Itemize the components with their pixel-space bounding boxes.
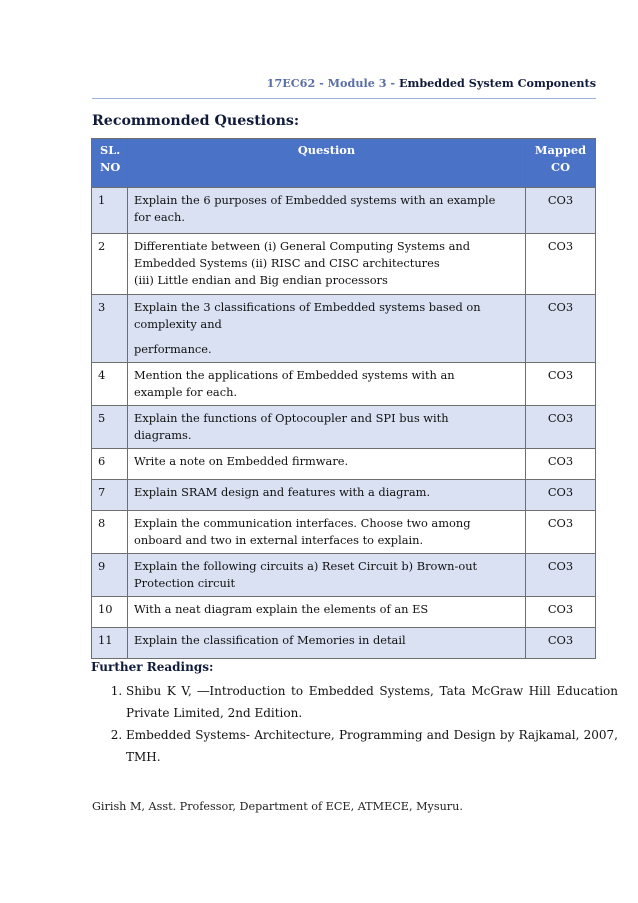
questions-table bbox=[91, 138, 596, 659]
cell-co: CO3 bbox=[526, 234, 596, 295]
table-row bbox=[92, 597, 596, 628]
cell-question: Explain the classification of Memories in detail bbox=[128, 628, 526, 659]
cell-sl: 4 bbox=[92, 363, 128, 406]
cell-question: With a neat diagram explain the elements of an ES bbox=[128, 597, 526, 628]
cell-co: CO3 bbox=[526, 406, 596, 449]
cell-question: Explain the communication interfaces. Choose two among onboard and two in external interfaces to explain. bbox=[128, 511, 526, 554]
cell-sl: 9 bbox=[92, 554, 128, 597]
cell-question: Explain SRAM design and features with a diagram. bbox=[128, 480, 526, 511]
module-topic: Embedded System Components bbox=[398, 76, 596, 90]
cell-sl: 6 bbox=[92, 449, 128, 480]
cell-co: CO3 bbox=[526, 554, 596, 597]
cell-sl: 1 bbox=[92, 188, 128, 234]
cell-co: CO3 bbox=[526, 449, 596, 480]
cell-question: Write a note on Embedded firmware. bbox=[128, 449, 526, 480]
cell-question: Mention the applications of Embedded systems with an example for each. bbox=[128, 363, 526, 406]
table-row bbox=[92, 363, 596, 406]
cell-sl: 11 bbox=[92, 628, 128, 659]
cell-question: Differentiate between (i) General Computing Systems and Embedded Systems (ii) RISC and CISC architectures (iii) Little endian and Big endian processors bbox=[128, 234, 526, 295]
table-header-row bbox=[92, 139, 596, 188]
further-readings-title: Further Readings: bbox=[91, 660, 214, 674]
table-row bbox=[92, 480, 596, 511]
module-label: Module 3 bbox=[327, 76, 387, 90]
cell-co: CO3 bbox=[526, 188, 596, 234]
list-item: 2. Embedded Systems- Architecture, Programming and Design by Rajkamal, 2007, TMH. bbox=[126, 724, 618, 768]
cell-sl: 10 bbox=[92, 597, 128, 628]
list-item: 1. Shibu K V, ―Introduction to Embedded Systems, Tata McGraw Hill Education Private Limited, 2nd Edition. bbox=[126, 680, 618, 724]
cell-co: CO3 bbox=[526, 597, 596, 628]
header-sl-no: SL. NO bbox=[92, 139, 128, 188]
table-row bbox=[92, 406, 596, 449]
header-separator: - bbox=[315, 76, 328, 90]
cell-sl: 2 bbox=[92, 234, 128, 295]
cell-co: CO3 bbox=[526, 628, 596, 659]
header-separator: - bbox=[386, 76, 399, 90]
table-row bbox=[92, 234, 596, 295]
cell-sl: 8 bbox=[92, 511, 128, 554]
cell-co: CO3 bbox=[526, 511, 596, 554]
cell-sl: 7 bbox=[92, 480, 128, 511]
table-row bbox=[92, 295, 596, 363]
section-title: Recommonded Questions: bbox=[92, 113, 300, 129]
header-mapped-co: Mapped CO bbox=[526, 139, 596, 188]
cell-question: Explain the functions of Optocoupler and SPI bus with diagrams. bbox=[128, 406, 526, 449]
table-row bbox=[92, 511, 596, 554]
cell-question: Explain the 6 purposes of Embedded systems with an example for each. bbox=[128, 188, 526, 234]
table-row bbox=[92, 554, 596, 597]
cell-sl: 5 bbox=[92, 406, 128, 449]
page-header bbox=[92, 74, 596, 99]
cell-co: CO3 bbox=[526, 363, 596, 406]
cell-sl: 3 bbox=[92, 295, 128, 363]
table-row bbox=[92, 628, 596, 659]
cell-question: Explain the following circuits a) Reset Circuit b) Brown-out Protection circuit bbox=[128, 554, 526, 597]
cell-co: CO3 bbox=[526, 480, 596, 511]
cell-question: Explain the 3 classifications of Embedded systems based on complexity and performance. bbox=[128, 295, 526, 363]
cell-co: CO3 bbox=[526, 295, 596, 363]
course-code: 17EC62 bbox=[266, 76, 316, 90]
header-question: Question bbox=[128, 139, 526, 188]
table-row bbox=[92, 449, 596, 480]
page-footer: Girish M, Asst. Professor, Department of ECE, ATMECE, Mysuru. bbox=[92, 800, 463, 813]
table-row bbox=[92, 188, 596, 234]
further-readings-list bbox=[104, 680, 618, 768]
